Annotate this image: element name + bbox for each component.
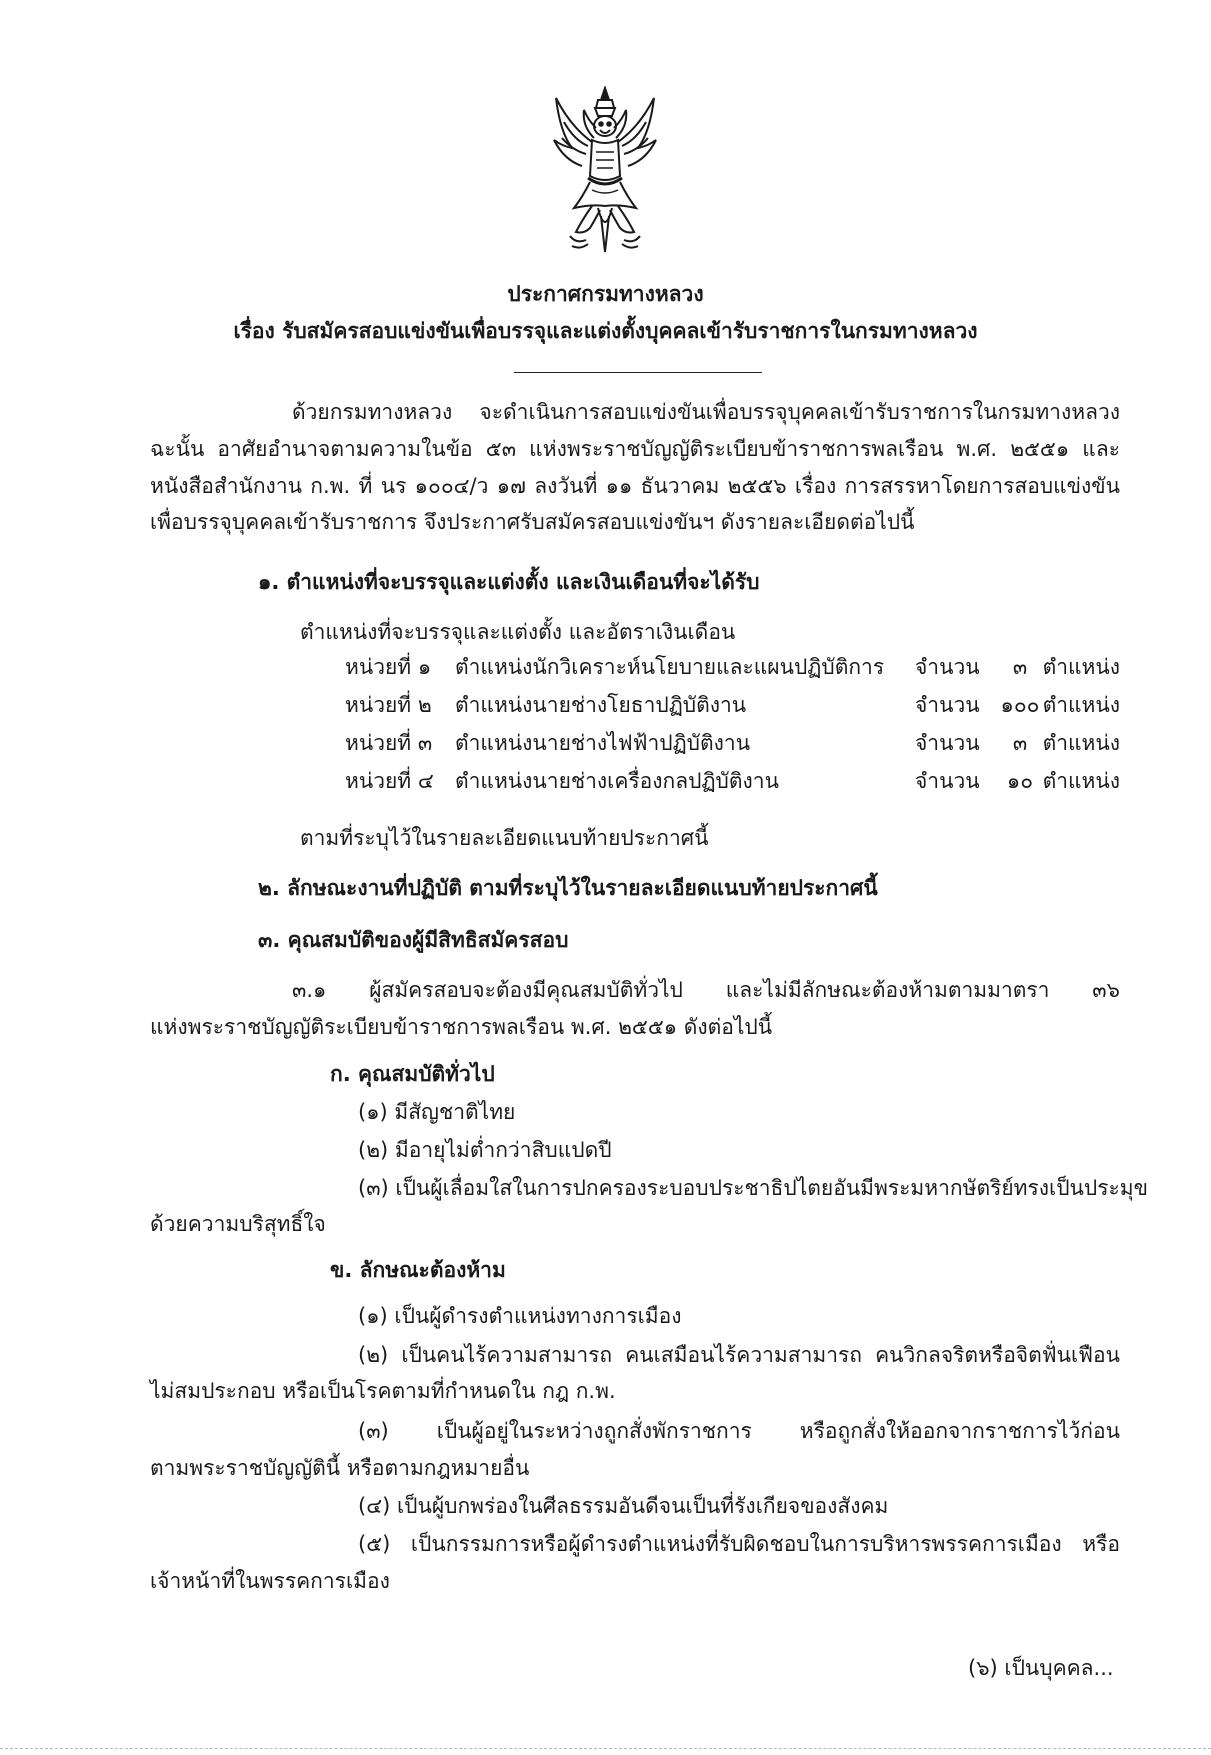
prohibited-item-3-line-2: ตามพระราชบัญญัตินี้ หรือตามกฎหมายอื่น: [150, 1456, 530, 1480]
title-divider: [514, 372, 762, 373]
prohibited-item-4: (๔) เป็นผู้บกพร่องในศีลธรรมอันดีจนเป็นที่รังเกียจของสังคม: [358, 1494, 889, 1518]
unit-label: หน่วยที่ ๔: [345, 769, 434, 793]
prohibited-item-3-line-1: (๓) เป็นผู้อยู่ในระหว่างถูกสั่งพักราชการ หรือถูกสั่งให้ออกจากราชการไว้ก่อน: [358, 1419, 1120, 1443]
unit-count-label: จำนวน: [915, 655, 980, 679]
section1-heading: ๑. ตำแหน่งที่จะบรรจุและแต่งตั้ง และเงินเดือนที่จะได้รับ: [258, 570, 760, 594]
section1-subheading: ตำแหน่งที่จะบรรจุและแต่งตั้ง และอัตราเงินเดือน: [300, 620, 736, 644]
intro-line-1: ด้วยกรมทางหลวง จะดำเนินการสอบแข่งขันเพื่อบรรจุบุคคลเข้ารับราชการในกรมทางหลวง: [292, 400, 1120, 424]
position-unit-row: [345, 655, 1120, 683]
position-unit-row: [345, 731, 1120, 759]
section3-heading: ๓. คุณสมบัติของผู้มีสิทธิสมัครสอบ: [258, 928, 569, 952]
unit-position: ตำแหน่งนายช่างเครื่องกลปฏิบัติงาน: [455, 769, 779, 793]
unit-count: ๑๐๐: [1000, 693, 1040, 717]
unit-count: ๑๐: [1006, 769, 1034, 793]
general-qualifications-heading: ก. คุณสมบัติทั่วไป: [330, 1062, 495, 1086]
intro-line-4: เพื่อบรรจุบุคคลเข้ารับราชการ จึงประกาศรับสมัครสอบแข่งขันฯ ดังรายละเอียดต่อไปนี้: [150, 510, 915, 534]
intro-line-2: ฉะนั้น อาศัยอำนาจตามความในข้อ ๕๓ แห่งพระราชบัญญัติระเบียบข้าราชการพลเรือน พ.ศ. ๒๕๕๑ และ: [150, 437, 1120, 461]
general-item-3-line-2: ด้วยความบริสุทธิ์ใจ: [150, 1212, 326, 1236]
document-subject: เรื่อง รับสมัครสอบแข่งขันเพื่อบรรจุและแต่งตั้งบุคคลเข้ารับราชการในกรมทางหลวง: [233, 319, 978, 343]
prohibited-item-5-line-1: (๕) เป็นกรรมการหรือผู้ดำรงตำแหน่งที่รับผิดชอบในการบริหารพรรคการเมือง หรือ: [358, 1532, 1120, 1556]
unit-count-label: จำนวน: [915, 731, 980, 755]
unit-count-label: จำนวน: [915, 769, 980, 793]
unit-unit: ตำแหน่ง: [1042, 655, 1120, 679]
section3-para-line-2: แห่งพระราชบัญญัติระเบียบข้าราชการพลเรือน พ.ศ. ๒๕๕๑ ดังต่อไปนี้: [150, 1015, 773, 1039]
unit-unit: ตำแหน่ง: [1042, 731, 1120, 755]
scan-edge-divider: [0, 1748, 1211, 1749]
prohibited-item-1: (๑) เป็นผู้ดำรงตำแหน่งทางการเมือง: [358, 1304, 682, 1328]
page-continuation: (๖) เป็นบุคคล...: [968, 1656, 1114, 1680]
unit-position: ตำแหน่งนายช่างโยธาปฏิบัติงาน: [455, 693, 747, 717]
prohibited-item-2-line-1: (๒) เป็นคนไร้ความสามารถ คนเสมือนไร้ความสามารถ คนวิกลจริตหรือจิตฟั่นเฟือน: [358, 1343, 1120, 1367]
prohibited-item-5-line-2: เจ้าหน้าที่ในพรรคการเมือง: [150, 1569, 390, 1593]
garuda-emblem-icon: [552, 86, 658, 256]
prohibited-item-2-line-2: ไม่สมประกอบ หรือเป็นโรคตามที่กำหนดใน กฎ ก.พ.: [150, 1379, 616, 1403]
unit-label: หน่วยที่ ๑: [345, 655, 432, 679]
unit-count: ๓: [1012, 731, 1028, 755]
unit-position: ตำแหน่งนักวิเคราะห์นโยบายและแผนปฏิบัติการ: [455, 655, 885, 679]
general-item-1: (๑) มีสัญชาติไทย: [358, 1100, 516, 1124]
unit-unit: ตำแหน่ง: [1042, 693, 1120, 717]
unit-label: หน่วยที่ ๓: [345, 731, 433, 755]
intro-line-3: หนังสือสำนักงาน ก.พ. ที่ นร ๑๐๐๔/ว ๑๗ ลงวันที่ ๑๑ ธันวาคม ๒๕๕๖ เรื่อง การสรรหาโดยการสอบแข่งขัน: [150, 474, 1120, 498]
unit-unit: ตำแหน่ง: [1042, 769, 1120, 793]
section1-note: ตามที่ระบุไว้ในรายละเอียดแนบท้ายประกาศนี้: [300, 826, 709, 850]
document-title: ประกาศกรมทางหลวง: [507, 282, 704, 306]
section2-heading: ๒. ลักษณะงานที่ปฏิบัติ ตามที่ระบุไว้ในรายละเอียดแนบท้ายประกาศนี้: [258, 876, 878, 900]
unit-label: หน่วยที่ ๒: [345, 693, 432, 717]
unit-count-label: จำนวน: [915, 693, 980, 717]
prohibited-heading: ข. ลักษณะต้องห้าม: [330, 1258, 506, 1282]
unit-count: ๓: [1012, 655, 1028, 679]
general-item-2: (๒) มีอายุไม่ต่ำกว่าสิบแปดปี: [358, 1138, 612, 1162]
position-unit-row: [345, 693, 1120, 721]
section3-para-line-1: ๓.๑ ผู้สมัครสอบจะต้องมีคุณสมบัติทั่วไป และไม่มีลักษณะต้องห้ามตามมาตรา ๓๖: [292, 978, 1120, 1002]
general-item-3-line-1: (๓) เป็นผู้เลื่อมใสในการปกครองระบอบประชาธิปไตยอันมีพระมหากษัตริย์ทรงเป็นประมุข: [358, 1176, 1149, 1200]
unit-position: ตำแหน่งนายช่างไฟฟ้าปฏิบัติงาน: [455, 731, 751, 755]
position-unit-row: [345, 769, 1120, 797]
